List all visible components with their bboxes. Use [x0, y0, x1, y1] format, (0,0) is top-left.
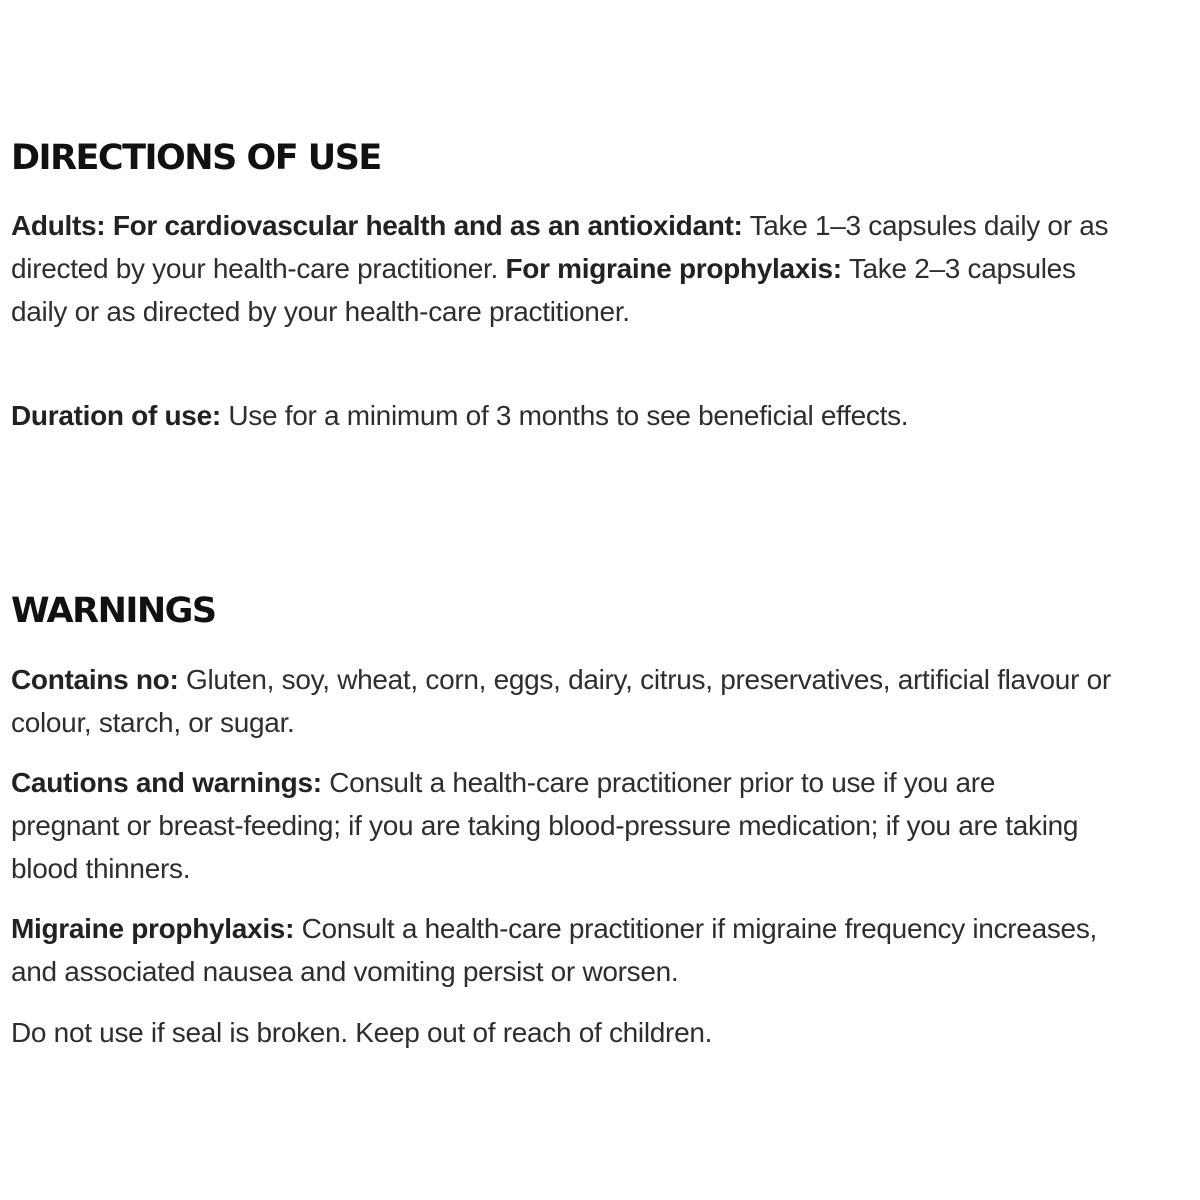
contains-text-2: colour, starch, or sugar.	[11, 707, 295, 738]
migraine-dose-text-2: daily or as directed by your health-care practitioner.	[11, 296, 630, 327]
adults-line-3	[11, 290, 1199, 333]
migraine-warning-label: Migraine prophylaxis:	[11, 913, 295, 944]
final-warning-text: Do not use if seal is broken. Keep out of reach of children.	[11, 1017, 713, 1048]
duration-label: Duration of use:	[11, 400, 221, 431]
adults-paragraph	[11, 204, 1199, 333]
migraine-warning-text-1: Consult a health-care practitioner if migraine frequency increases,	[301, 913, 1097, 944]
migraine-warning-text-2: and associated nausea and vomiting persist or worsen.	[11, 956, 679, 987]
adults-line-1	[11, 204, 1199, 247]
warnings-heading: WARNINGS	[11, 591, 216, 631]
duration-text: Use for a minimum of 3 months to see beneficial effects.	[228, 400, 909, 431]
final-warning-paragraph	[11, 1011, 1199, 1054]
cautions-text-1: Consult a health-care practitioner prior to use if you are	[329, 767, 996, 798]
cautions-text-3: blood thinners.	[11, 853, 191, 884]
duration-paragraph	[11, 394, 1199, 437]
cardiovascular-text-2: directed by your health-care practitioner.	[11, 253, 498, 284]
adults-line-2	[11, 247, 1199, 290]
migraine-warning-paragraph	[11, 907, 1199, 993]
warnings-section	[11, 591, 1199, 631]
cautions-text-2: pregnant or breast-feeding; if you are taking blood-pressure medication; if you are taking	[11, 810, 1079, 841]
adults-label: Adults:	[11, 210, 106, 241]
cautions-label: Cautions and warnings:	[11, 767, 322, 798]
cardiovascular-text-1: Take 1–3 capsules daily or as	[749, 210, 1109, 241]
cautions-paragraph	[11, 761, 1199, 890]
directions-section	[11, 138, 1199, 178]
migraine-dose-label: For migraine prophylaxis:	[505, 253, 842, 284]
migraine-dose-text-1: Take 2–3 capsules	[848, 253, 1076, 284]
directions-heading: DIRECTIONS OF USE	[11, 138, 381, 178]
cardiovascular-label: For cardiovascular health and as an antioxidant:	[112, 210, 743, 241]
contains-label: Contains no:	[11, 664, 179, 695]
contains-text-1: Gluten, soy, wheat, corn, eggs, dairy, citrus, preservatives, artificial flavour or	[185, 664, 1111, 695]
contains-paragraph	[11, 658, 1199, 744]
